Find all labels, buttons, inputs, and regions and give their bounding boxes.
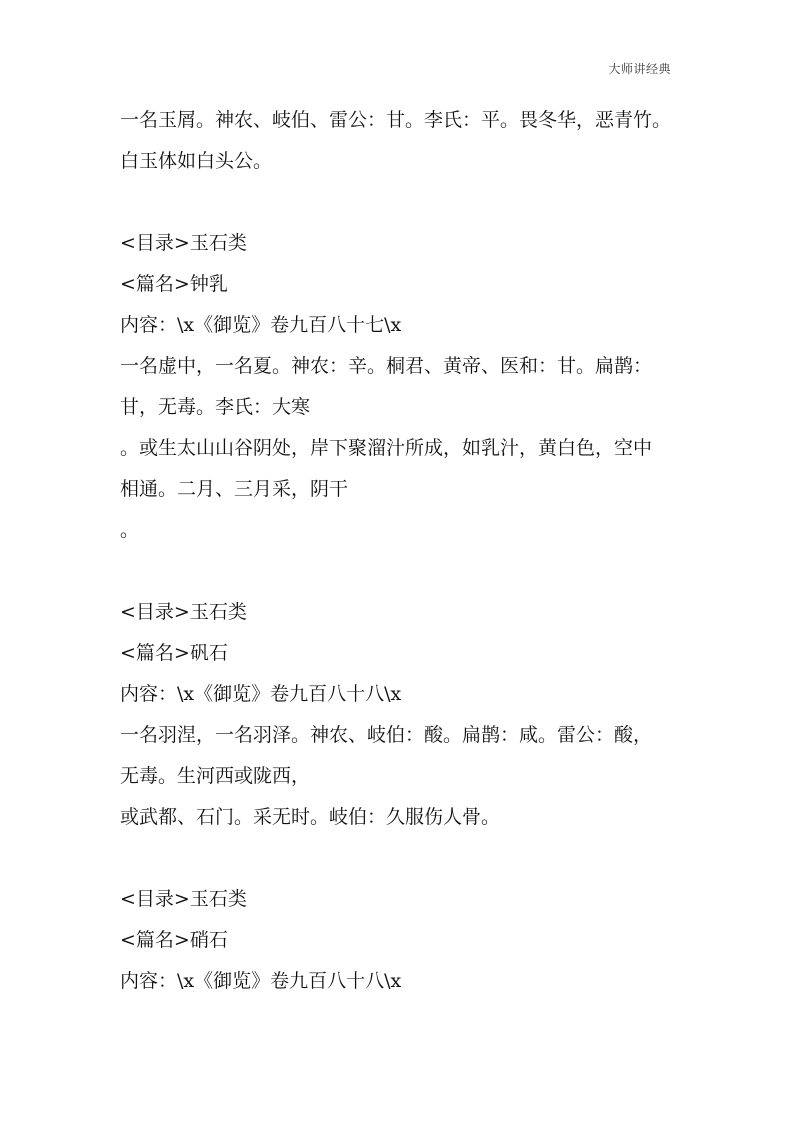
text-line: 白玉体如白头公。 xyxy=(120,150,273,172)
catalog-heading: <目录>玉石类 xyxy=(120,888,247,910)
blank-line xyxy=(120,551,680,592)
blank-line xyxy=(120,182,680,223)
text-line: 一名玉屑。神农、岐伯、雷公：甘。李氏：平。畏冬华，恶青竹。 xyxy=(120,109,672,131)
text-line: 相通。二月、三月采，阴干 xyxy=(120,478,349,500)
chapter-title: <篇名>矾石 xyxy=(120,642,228,664)
document-body xyxy=(120,100,680,1002)
page-header: 大师讲经典 xyxy=(608,62,671,76)
text-line: 甘，无毒。李氏：大寒 xyxy=(120,396,311,418)
content-source: 内容：\x《御览》卷九百八十七\x xyxy=(120,314,402,336)
text-line: 。 xyxy=(120,519,140,541)
text-line: 一名虚中，一名夏。神农：辛。桐君、黄帝、医和：甘。扁鹊： xyxy=(120,355,653,377)
text-line: 或武都、石门。采无时。岐伯：久服伤人骨。 xyxy=(120,806,501,828)
content-source: 内容：\x《御览》卷九百八十八\x xyxy=(120,683,402,705)
chapter-title: <篇名>钟乳 xyxy=(120,273,228,295)
content-source: 内容：\x《御览》卷九百八十八\x xyxy=(120,970,402,992)
catalog-heading: <目录>玉石类 xyxy=(120,601,247,623)
catalog-heading: <目录>玉石类 xyxy=(120,232,247,254)
blank-line xyxy=(120,838,680,879)
chapter-title: <篇名>硝石 xyxy=(120,929,228,951)
text-line: 一名羽涅，一名羽泽。神农、岐伯：酸。扁鹊：咸。雷公：酸， xyxy=(120,724,653,746)
text-line: 无毒。生河西或陇西， xyxy=(120,765,311,787)
text-line: 。或生太山山谷阴处，岸下聚溜汁所成，如乳汁，黄白色，空中 xyxy=(120,437,653,459)
